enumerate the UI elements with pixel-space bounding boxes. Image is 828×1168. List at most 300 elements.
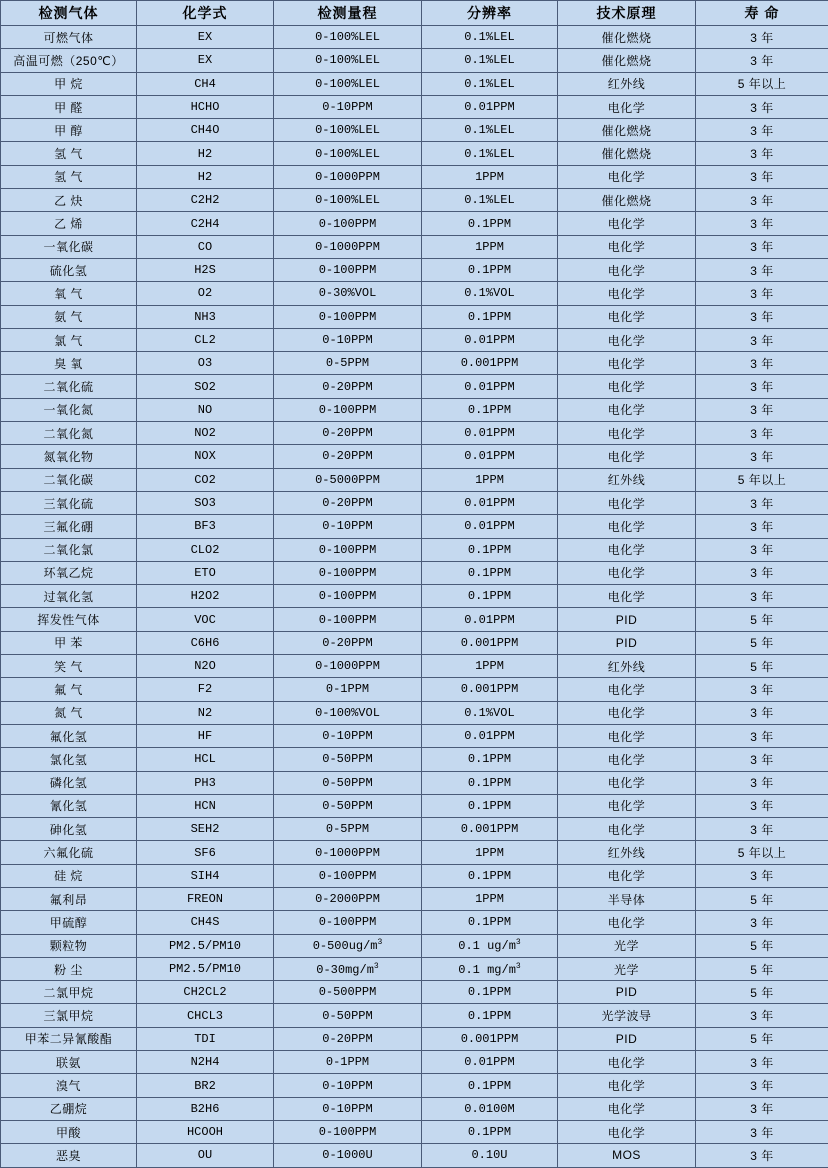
cell-range: 0-1000U: [274, 1144, 422, 1167]
cell-formula: SF6: [137, 841, 274, 864]
cell-formula: SO2: [137, 375, 274, 398]
table-row: [1, 701, 828, 724]
cell-resolution: 0.1%LEL: [422, 142, 558, 165]
cell-lifetime: 3 年: [696, 328, 828, 351]
cell-gas: 磷化氢: [1, 771, 137, 794]
cell-range: 0-2000PPM: [274, 887, 422, 910]
cell-range: 0-100%LEL: [274, 119, 422, 142]
table-body: [1, 26, 828, 1168]
table-row: [1, 608, 828, 631]
cell-gas: 乙 烯: [1, 212, 137, 235]
cell-lifetime: 3 年: [696, 818, 828, 841]
cell-gas: 氰化氢: [1, 794, 137, 817]
table-row: [1, 678, 828, 701]
cell-lifetime: 5 年: [696, 1027, 828, 1050]
cell-range: 0-100%LEL: [274, 49, 422, 72]
table-row: [1, 957, 828, 980]
cell-range: 0-50PPM: [274, 748, 422, 771]
cell-gas: 过氧化氢: [1, 585, 137, 608]
cell-resolution: 0.1%LEL: [422, 189, 558, 212]
cell-range: 0-500PPM: [274, 981, 422, 1004]
cell-formula: HCOOH: [137, 1120, 274, 1143]
cell-gas: 高温可燃（250℃）: [1, 49, 137, 72]
table-row: [1, 538, 828, 561]
cell-resolution: 0.1PPM: [422, 398, 558, 421]
table-row: [1, 655, 828, 678]
table-header: [1, 1, 828, 26]
cell-formula: PH3: [137, 771, 274, 794]
cell-gas: 硅 烷: [1, 864, 137, 887]
cell-technology: PID: [558, 981, 696, 1004]
table-row: [1, 422, 828, 445]
table-row: [1, 841, 828, 864]
table-row: [1, 981, 828, 1004]
cell-technology: 催化燃烧: [558, 26, 696, 49]
cell-range: 0-100PPM: [274, 561, 422, 584]
cell-range: 0-50PPM: [274, 1004, 422, 1027]
cell-resolution: 0.1PPM: [422, 561, 558, 584]
cell-lifetime: 3 年: [696, 1051, 828, 1074]
cell-technology: 电化学: [558, 864, 696, 887]
table-row: [1, 1144, 828, 1167]
cell-resolution: 0.10U: [422, 1144, 558, 1167]
cell-formula: CLO2: [137, 538, 274, 561]
table-row: [1, 934, 828, 957]
cell-lifetime: 3 年: [696, 911, 828, 934]
cell-gas: 一氧化氮: [1, 398, 137, 421]
cell-technology: 催化燃烧: [558, 142, 696, 165]
cell-formula: NOX: [137, 445, 274, 468]
cell-range: 0-1PPM: [274, 1051, 422, 1074]
cell-technology: 电化学: [558, 748, 696, 771]
cell-gas: 二氧化硫: [1, 375, 137, 398]
cell-technology: 电化学: [558, 328, 696, 351]
cell-resolution: 0.1 $mg/m^3$: [422, 957, 558, 980]
table-row: [1, 1097, 828, 1120]
cell-lifetime: 3 年: [696, 95, 828, 118]
cell-technology: 电化学: [558, 491, 696, 514]
cell-range: 0-100PPM: [274, 911, 422, 934]
table-row: [1, 189, 828, 212]
table-row: [1, 585, 828, 608]
cell-formula: H2S: [137, 258, 274, 281]
cell-range: 0-100%LEL: [274, 26, 422, 49]
cell-gas: 二氯甲烷: [1, 981, 137, 1004]
cell-formula: O2: [137, 282, 274, 305]
cell-formula: HF: [137, 724, 274, 747]
cell-range: 0-10PPM: [274, 328, 422, 351]
cell-resolution: 0.1PPM: [422, 794, 558, 817]
cell-technology: 红外线: [558, 468, 696, 491]
cell-resolution: 0.01PPM: [422, 608, 558, 631]
cell-gas: 笑 气: [1, 655, 137, 678]
cell-resolution: 0.01PPM: [422, 328, 558, 351]
table-row: [1, 468, 828, 491]
cell-gas: 硫化氢: [1, 258, 137, 281]
cell-resolution: 0.001PPM: [422, 631, 558, 654]
cell-resolution: 0.01PPM: [422, 515, 558, 538]
cell-formula: OU: [137, 1144, 274, 1167]
table-row: [1, 1120, 828, 1143]
cell-resolution: 0.01PPM: [422, 422, 558, 445]
cell-resolution: 0.1%LEL: [422, 26, 558, 49]
cell-technology: 电化学: [558, 445, 696, 468]
cell-formula: NO2: [137, 422, 274, 445]
cell-range: 0-100%LEL: [274, 189, 422, 212]
cell-technology: 电化学: [558, 724, 696, 747]
table-row: [1, 748, 828, 771]
cell-range: 0-10PPM: [274, 515, 422, 538]
cell-range: 0-50PPM: [274, 771, 422, 794]
cell-formula: N2H4: [137, 1051, 274, 1074]
cell-gas: 甲酸: [1, 1120, 137, 1143]
cell-lifetime: 3 年: [696, 398, 828, 421]
cell-gas: 三氧化硫: [1, 491, 137, 514]
cell-lifetime: 3 年: [696, 538, 828, 561]
cell-lifetime: 3 年: [696, 515, 828, 538]
cell-range: 0-100PPM: [274, 585, 422, 608]
table-row: [1, 142, 828, 165]
cell-range: 0-100PPM: [274, 212, 422, 235]
cell-lifetime: 5 年以上: [696, 468, 828, 491]
cell-technology: 电化学: [558, 375, 696, 398]
column-header-range: 检测量程: [274, 1, 422, 26]
cell-lifetime: 5 年: [696, 957, 828, 980]
cell-range: 0-50PPM: [274, 794, 422, 817]
table-row: [1, 794, 828, 817]
cell-technology: PID: [558, 631, 696, 654]
cell-technology: 电化学: [558, 561, 696, 584]
cell-lifetime: 5 年: [696, 934, 828, 957]
cell-technology: 电化学: [558, 282, 696, 305]
cell-resolution: 0.1PPM: [422, 981, 558, 1004]
cell-lifetime: 3 年: [696, 119, 828, 142]
table-row: [1, 282, 828, 305]
cell-lifetime: 3 年: [696, 794, 828, 817]
cell-gas: 可燃气体: [1, 26, 137, 49]
cell-lifetime: 5 年: [696, 631, 828, 654]
cell-lifetime: 3 年: [696, 142, 828, 165]
cell-lifetime: 3 年: [696, 1120, 828, 1143]
cell-technology: 红外线: [558, 72, 696, 95]
cell-resolution: 0.01PPM: [422, 95, 558, 118]
cell-formula: ETO: [137, 561, 274, 584]
table-row: [1, 258, 828, 281]
cell-range: 0-1PPM: [274, 678, 422, 701]
cell-lifetime: 3 年: [696, 235, 828, 258]
cell-technology: 电化学: [558, 585, 696, 608]
cell-resolution: 0.01PPM: [422, 375, 558, 398]
cell-lifetime: 5 年: [696, 887, 828, 910]
table-row: [1, 212, 828, 235]
cell-formula: TDI: [137, 1027, 274, 1050]
table-row: [1, 445, 828, 468]
cell-formula: EX: [137, 26, 274, 49]
table-row: [1, 1004, 828, 1027]
cell-lifetime: 5 年以上: [696, 72, 828, 95]
cell-range: 0-1000PPM: [274, 655, 422, 678]
cell-technology: 光学波导: [558, 1004, 696, 1027]
cell-lifetime: 3 年: [696, 561, 828, 584]
cell-range: 0-100%LEL: [274, 142, 422, 165]
cell-lifetime: 3 年: [696, 864, 828, 887]
cell-technology: 电化学: [558, 95, 696, 118]
cell-gas: 氨 气: [1, 305, 137, 328]
cell-lifetime: 3 年: [696, 26, 828, 49]
cell-technology: MOS: [558, 1144, 696, 1167]
cell-resolution: 0.1%LEL: [422, 119, 558, 142]
cell-gas: 氟化氢: [1, 724, 137, 747]
cell-resolution: 0.001PPM: [422, 352, 558, 375]
cell-gas: 乙 炔: [1, 189, 137, 212]
table-row: [1, 72, 828, 95]
cell-resolution: 0.1PPM: [422, 1120, 558, 1143]
cell-gas: 恶臭: [1, 1144, 137, 1167]
cell-formula: N2O: [137, 655, 274, 678]
cell-gas: 三氟化硼: [1, 515, 137, 538]
cell-gas: 环氧乙烷: [1, 561, 137, 584]
cell-lifetime: 3 年: [696, 305, 828, 328]
column-header-lifetime: 寿 命: [696, 1, 828, 26]
cell-technology: 红外线: [558, 655, 696, 678]
cell-gas: 二氧化氮: [1, 422, 137, 445]
cell-technology: 电化学: [558, 701, 696, 724]
table-row: [1, 1027, 828, 1050]
cell-resolution: 0.1 $ug/m^3$: [422, 934, 558, 957]
cell-lifetime: 3 年: [696, 724, 828, 747]
cell-lifetime: 3 年: [696, 1074, 828, 1097]
cell-technology: PID: [558, 1027, 696, 1050]
cell-range: 0-100PPM: [274, 1120, 422, 1143]
cell-technology: 电化学: [558, 1074, 696, 1097]
cell-formula: VOC: [137, 608, 274, 631]
cell-lifetime: 3 年: [696, 445, 828, 468]
cell-gas: 粉 尘: [1, 957, 137, 980]
cell-lifetime: 3 年: [696, 1144, 828, 1167]
cell-formula: EX: [137, 49, 274, 72]
table-row: [1, 235, 828, 258]
cell-formula: HCL: [137, 748, 274, 771]
cell-technology: 半导体: [558, 887, 696, 910]
cell-lifetime: 3 年: [696, 1097, 828, 1120]
cell-technology: 电化学: [558, 515, 696, 538]
cell-technology: 电化学: [558, 305, 696, 328]
cell-resolution: 0.1PPM: [422, 748, 558, 771]
cell-formula: BF3: [137, 515, 274, 538]
cell-range: 0-5000PPM: [274, 468, 422, 491]
cell-range: 0-20PPM: [274, 445, 422, 468]
cell-formula: NH3: [137, 305, 274, 328]
cell-resolution: 0.01PPM: [422, 445, 558, 468]
cell-resolution: 0.1PPM: [422, 258, 558, 281]
table-row: [1, 95, 828, 118]
cell-technology: 催化燃烧: [558, 119, 696, 142]
cell-technology: 电化学: [558, 212, 696, 235]
cell-resolution: 0.1%LEL: [422, 49, 558, 72]
cell-technology: 电化学: [558, 352, 696, 375]
cell-resolution: 0.001PPM: [422, 818, 558, 841]
table-row: [1, 1074, 828, 1097]
cell-lifetime: 3 年: [696, 258, 828, 281]
cell-gas: 乙硼烷: [1, 1097, 137, 1120]
cell-range: 0-10PPM: [274, 724, 422, 747]
cell-gas: 挥发性气体: [1, 608, 137, 631]
cell-range: $0-30mg/m^3$: [274, 957, 422, 980]
cell-formula: C6H6: [137, 631, 274, 654]
cell-resolution: 0.01PPM: [422, 491, 558, 514]
cell-resolution: 0.1PPM: [422, 585, 558, 608]
cell-resolution: 0.01PPM: [422, 724, 558, 747]
cell-formula: FREON: [137, 887, 274, 910]
cell-lifetime: 3 年: [696, 49, 828, 72]
cell-resolution: 0.001PPM: [422, 678, 558, 701]
cell-lifetime: 3 年: [696, 422, 828, 445]
table-row: [1, 49, 828, 72]
table-row: [1, 328, 828, 351]
cell-technology: 电化学: [558, 818, 696, 841]
cell-lifetime: 3 年: [696, 165, 828, 188]
cell-range: 0-100%LEL: [274, 72, 422, 95]
cell-formula: CH2CL2: [137, 981, 274, 1004]
cell-formula: CH4O: [137, 119, 274, 142]
cell-range: 0-1000PPM: [274, 165, 422, 188]
cell-formula: HCHO: [137, 95, 274, 118]
cell-gas: 甲硫醇: [1, 911, 137, 934]
cell-technology: 电化学: [558, 794, 696, 817]
cell-formula: CH4: [137, 72, 274, 95]
cell-gas: 氮 气: [1, 701, 137, 724]
cell-gas: 砷化氢: [1, 818, 137, 841]
table-row: [1, 165, 828, 188]
cell-formula: CHCL3: [137, 1004, 274, 1027]
table-row: [1, 398, 828, 421]
cell-gas: 联氨: [1, 1051, 137, 1074]
cell-gas: 颗粒物: [1, 934, 137, 957]
cell-gas: 三氯甲烷: [1, 1004, 137, 1027]
cell-gas: 二氧化碳: [1, 468, 137, 491]
cell-resolution: 0.1%LEL: [422, 72, 558, 95]
cell-range: 0-30%VOL: [274, 282, 422, 305]
column-header-technology: 技术原理: [558, 1, 696, 26]
cell-technology: 电化学: [558, 258, 696, 281]
cell-resolution: 0.1%VOL: [422, 701, 558, 724]
cell-resolution: 1PPM: [422, 841, 558, 864]
table-row: [1, 631, 828, 654]
cell-gas: 一氧化碳: [1, 235, 137, 258]
cell-gas: 臭 氧: [1, 352, 137, 375]
column-header-resolution: 分辨率: [422, 1, 558, 26]
cell-resolution: 0.001PPM: [422, 1027, 558, 1050]
cell-formula: PM2.5/PM10: [137, 934, 274, 957]
cell-technology: 红外线: [558, 841, 696, 864]
cell-resolution: 0.1%VOL: [422, 282, 558, 305]
cell-formula: PM2.5/PM10: [137, 957, 274, 980]
table-row: [1, 375, 828, 398]
cell-gas: 氧 气: [1, 282, 137, 305]
cell-gas: 甲苯二异氰酸酯: [1, 1027, 137, 1050]
cell-lifetime: 3 年: [696, 189, 828, 212]
cell-gas: 氟利昂: [1, 887, 137, 910]
cell-lifetime: 5 年: [696, 655, 828, 678]
cell-technology: 电化学: [558, 1097, 696, 1120]
table-row: [1, 305, 828, 328]
cell-resolution: 1PPM: [422, 887, 558, 910]
cell-formula: F2: [137, 678, 274, 701]
cell-formula: HCN: [137, 794, 274, 817]
cell-gas: 甲 苯: [1, 631, 137, 654]
cell-gas: 甲 醇: [1, 119, 137, 142]
cell-technology: 电化学: [558, 1051, 696, 1074]
cell-resolution: 0.1PPM: [422, 305, 558, 328]
cell-lifetime: 3 年: [696, 282, 828, 305]
cell-range: 0-100PPM: [274, 608, 422, 631]
table-row: [1, 1051, 828, 1074]
cell-formula: BR2: [137, 1074, 274, 1097]
table-row: [1, 771, 828, 794]
cell-range: 0-20PPM: [274, 375, 422, 398]
cell-gas: 甲 醛: [1, 95, 137, 118]
cell-gas: 六氟化硫: [1, 841, 137, 864]
table-row: [1, 911, 828, 934]
cell-formula: SEH2: [137, 818, 274, 841]
cell-resolution: 1PPM: [422, 235, 558, 258]
column-header-formula: 化学式: [137, 1, 274, 26]
cell-gas: 氟 气: [1, 678, 137, 701]
cell-gas: 甲 烷: [1, 72, 137, 95]
cell-resolution: 1PPM: [422, 165, 558, 188]
cell-resolution: 0.1PPM: [422, 212, 558, 235]
cell-range: 0-20PPM: [274, 631, 422, 654]
cell-lifetime: 3 年: [696, 352, 828, 375]
cell-formula: CL2: [137, 328, 274, 351]
cell-resolution: 0.1PPM: [422, 1004, 558, 1027]
cell-lifetime: 3 年: [696, 771, 828, 794]
cell-lifetime: 3 年: [696, 678, 828, 701]
cell-technology: 催化燃烧: [558, 49, 696, 72]
cell-range: 0-20PPM: [274, 1027, 422, 1050]
cell-formula: C2H2: [137, 189, 274, 212]
cell-gas: 氢 气: [1, 165, 137, 188]
cell-range: 0-100PPM: [274, 538, 422, 561]
cell-formula: SIH4: [137, 864, 274, 887]
cell-technology: PID: [558, 608, 696, 631]
cell-technology: 电化学: [558, 398, 696, 421]
cell-formula: NO: [137, 398, 274, 421]
cell-technology: 电化学: [558, 1120, 696, 1143]
cell-lifetime: 3 年: [696, 491, 828, 514]
table-row: [1, 561, 828, 584]
cell-range: 0-10PPM: [274, 1097, 422, 1120]
cell-range: 0-1000PPM: [274, 841, 422, 864]
cell-formula: O3: [137, 352, 274, 375]
cell-lifetime: 5 年以上: [696, 841, 828, 864]
cell-range: 0-100PPM: [274, 258, 422, 281]
cell-lifetime: 3 年: [696, 701, 828, 724]
cell-range: 0-100%VOL: [274, 701, 422, 724]
table-row: [1, 26, 828, 49]
cell-gas: 氯化氢: [1, 748, 137, 771]
cell-resolution: 0.1PPM: [422, 911, 558, 934]
cell-lifetime: 3 年: [696, 748, 828, 771]
cell-formula: H2: [137, 165, 274, 188]
cell-range: 0-1000PPM: [274, 235, 422, 258]
table-row: [1, 119, 828, 142]
cell-range: 0-100PPM: [274, 864, 422, 887]
cell-gas: 氯 气: [1, 328, 137, 351]
cell-lifetime: 3 年: [696, 212, 828, 235]
cell-range: 0-5PPM: [274, 818, 422, 841]
cell-technology: 电化学: [558, 165, 696, 188]
